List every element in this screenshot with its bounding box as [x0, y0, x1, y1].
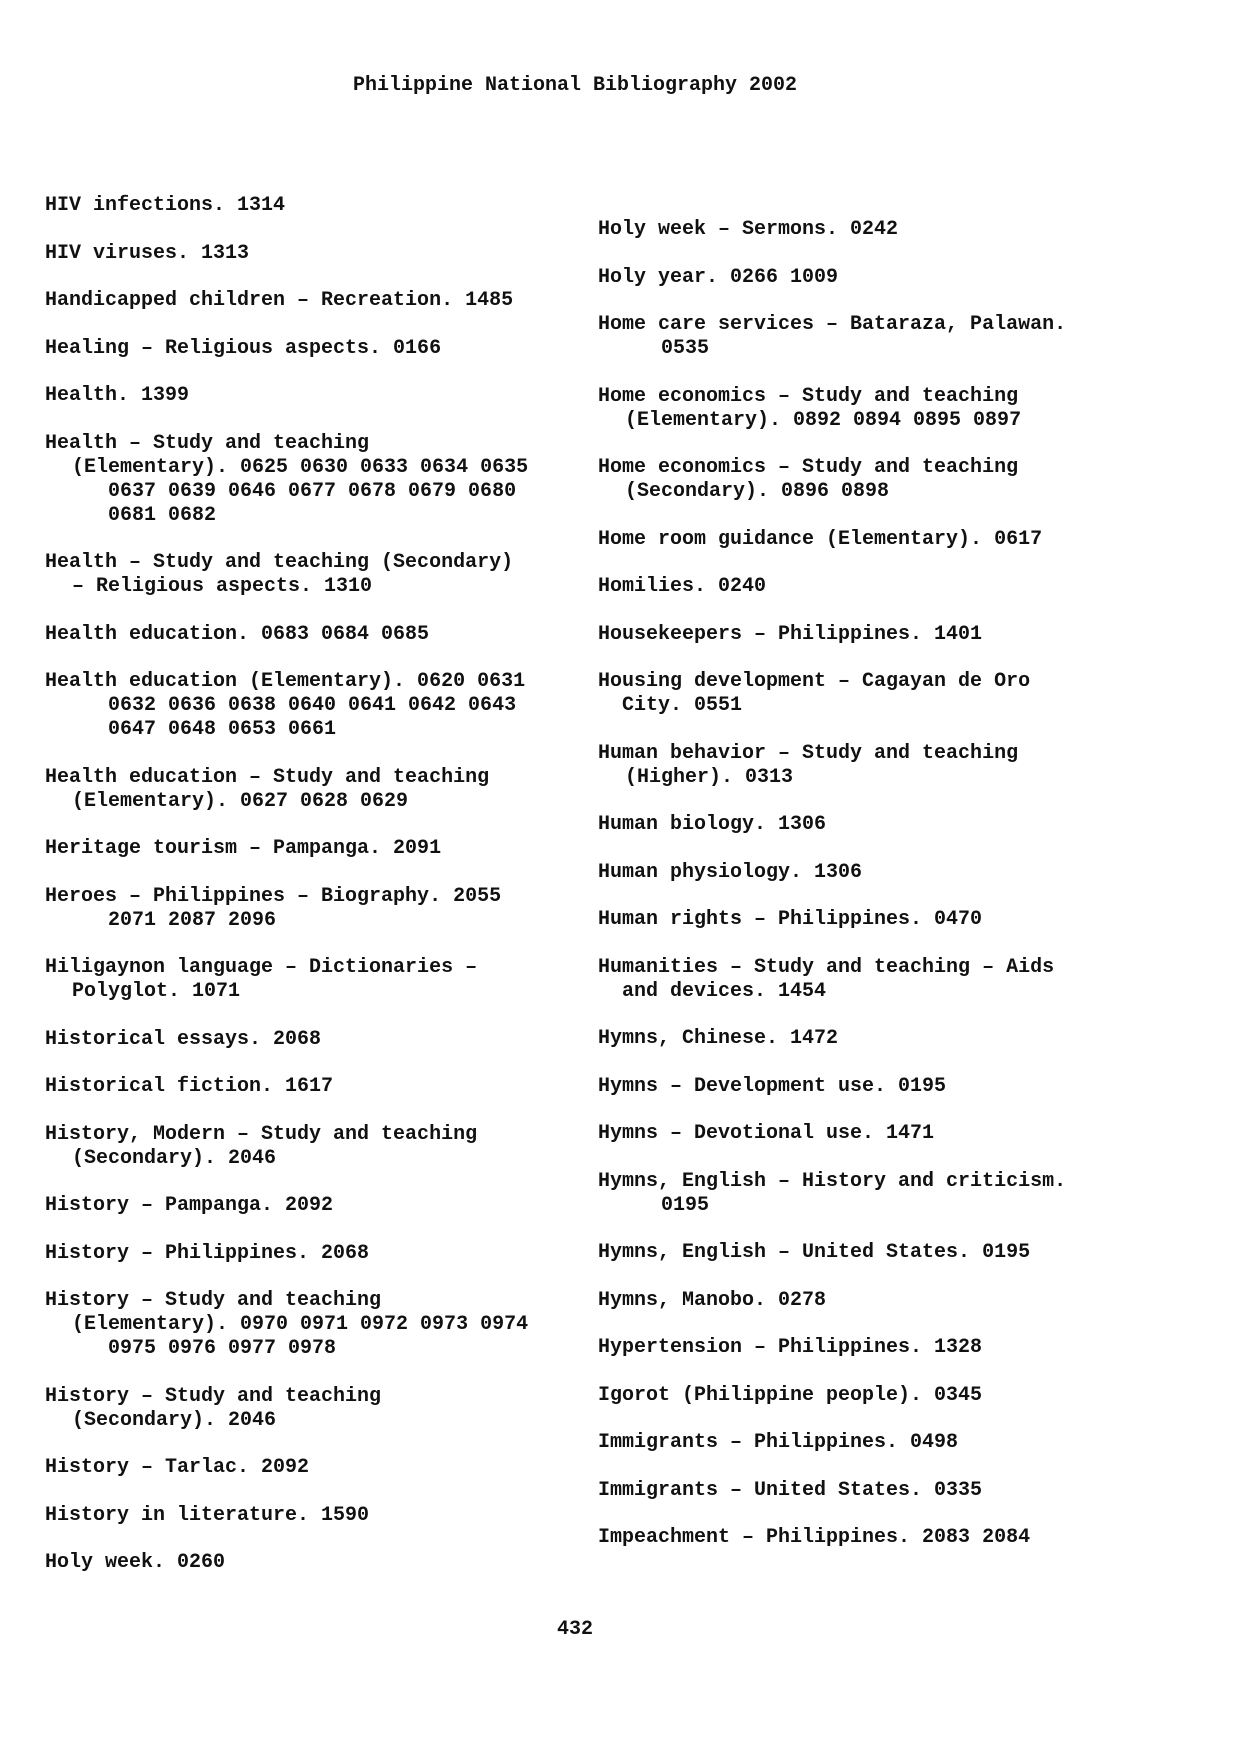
index-entry-heading: Homilies. 0240	[598, 575, 767, 598]
index-entry	[598, 1241, 1158, 1265]
index-entry-heading: Health education – Study and teaching	[45, 765, 490, 789]
index-entry	[598, 1170, 1158, 1218]
index-entry-continuation: 2071 2087 2096	[108, 908, 277, 932]
index-entry-heading: History – Study and teaching	[45, 1289, 382, 1312]
index-entry-heading: Human physiology. 1306	[598, 860, 863, 884]
index-entry-continuation: 0975 0976 0977 0978	[108, 1337, 337, 1360]
index-entry-heading: Health. 1399	[45, 384, 190, 407]
index-entry	[45, 1551, 605, 1575]
index-entry-continuation: (Elementary). 0892 0894 0895 0897	[625, 408, 1022, 432]
index-entry	[598, 313, 1158, 361]
index-entry	[45, 623, 605, 647]
index-entry	[45, 1504, 605, 1528]
index-entry-heading: Healing – Religious aspects. 0166	[45, 336, 442, 360]
index-entry-heading: History – Pampanga. 2092	[45, 1194, 334, 1217]
index-entry	[45, 1456, 605, 1480]
index-entry-continuation: (Secondary). 2046	[72, 1408, 277, 1432]
index-entry-continuation: (Secondary). 2046	[72, 1146, 277, 1170]
index-entry	[598, 1479, 1158, 1503]
index-entry	[45, 956, 605, 1004]
index-entry-heading: Historical essays. 2068	[45, 1027, 322, 1051]
index-entry-heading: Home economics – Study and teaching	[598, 384, 1019, 408]
index-entry	[598, 1431, 1158, 1455]
index-entry	[45, 432, 605, 528]
index-entry	[598, 956, 1158, 1004]
index-entry-heading: Hiligaynon language – Dictionaries –	[45, 956, 478, 979]
index-entry-heading: Impeachment – Philippines. 2083 2084	[598, 1526, 1031, 1549]
index-entry	[598, 1027, 1158, 1051]
index-entry-heading: Holy week – Sermons. 0242	[598, 218, 899, 241]
index-entry-heading: Handicapped children – Recreation. 1485	[45, 289, 514, 312]
index-entry-continuation: City. 0551	[622, 694, 743, 717]
index-entry-heading: HIV viruses. 1313	[45, 241, 250, 265]
index-entry-continuation: – Religious aspects. 1310	[72, 575, 373, 598]
index-entry-heading: Housing development – Cagayan de Oro	[598, 670, 1031, 693]
index-entry	[45, 551, 605, 599]
index-entry-heading: Health education (Elementary). 0620 0631	[45, 670, 526, 693]
index-entry	[598, 456, 1158, 504]
index-entry-heading: Home room guidance (Elementary). 0617	[598, 527, 1043, 551]
index-entry-heading: Hymns, Chinese. 1472	[598, 1027, 839, 1050]
index-entry	[45, 837, 605, 861]
index-entry-heading: Human behavior – Study and teaching	[598, 741, 1019, 765]
index-entry-heading: History, Modern – Study and teaching	[45, 1122, 478, 1146]
index-entry-continuation: 0681 0682	[108, 503, 217, 527]
index-entry-heading: Immigrants – United States. 0335	[598, 1478, 983, 1502]
index-entry-continuation: 0647 0648 0653 0661	[108, 718, 337, 741]
index-entry	[45, 1289, 605, 1361]
index-entry	[45, 1123, 605, 1171]
index-entry-heading: Hymns, Manobo. 0278	[598, 1288, 827, 1312]
index-entry	[45, 289, 605, 313]
index-entry	[45, 194, 605, 218]
index-entry	[45, 1242, 605, 1266]
index-entry	[598, 1526, 1158, 1550]
index-entry	[598, 861, 1158, 885]
index-entry-heading: Hymns, English – United States. 0195	[598, 1241, 1031, 1264]
index-entry	[598, 1289, 1158, 1313]
index-entry-heading: Humanities – Study and teaching – Aids	[598, 955, 1055, 979]
index-entry	[598, 742, 1158, 790]
page-title: Philippine National Bibliography 2002	[352, 74, 798, 97]
index-entry-heading: Human rights – Philippines. 0470	[598, 908, 983, 931]
index-entry-continuation: (Elementary). 0970 0971 0972 0973 0974	[72, 1313, 529, 1336]
index-entry-continuation: Polyglot. 1071	[72, 980, 241, 1003]
index-entry-continuation: 0637 0639 0646 0677 0678 0679 0680	[108, 479, 517, 503]
index-entry	[45, 1194, 605, 1218]
index-entry-heading: Hymns – Devotional use. 1471	[598, 1122, 935, 1145]
index-entry	[598, 813, 1158, 837]
index-entry	[45, 384, 605, 408]
index-entry-heading: Hymns – Development use. 0195	[598, 1074, 947, 1098]
index-entry-continuation: and devices. 1454	[622, 979, 827, 1003]
index-entry-heading: Holy week. 0260	[45, 1551, 226, 1574]
index-entry-heading: Heritage tourism – Pampanga. 2091	[45, 837, 442, 860]
index-column-right	[598, 218, 1158, 1574]
index-entry	[598, 266, 1158, 290]
index-entry	[45, 670, 605, 742]
index-entry-heading: History – Philippines. 2068	[45, 1241, 370, 1265]
index-entry	[598, 218, 1158, 242]
index-entry-heading: Home economics – Study and teaching	[598, 456, 1019, 479]
index-entry	[45, 242, 605, 266]
index-entry-continuation: (Higher). 0313	[625, 765, 794, 789]
index-column-left	[45, 194, 605, 1599]
index-entry-heading: History in literature. 1590	[45, 1503, 370, 1527]
index-entry-continuation: 0535	[661, 337, 710, 360]
index-entry	[45, 1028, 605, 1052]
index-entry	[598, 528, 1158, 552]
index-entry-heading: Health – Study and teaching	[45, 431, 370, 455]
index-entry	[45, 766, 605, 814]
index-entry	[45, 337, 605, 361]
index-entry	[45, 1385, 605, 1433]
index-entry	[598, 623, 1158, 647]
index-entry-heading: Igorot (Philippine people). 0345	[598, 1383, 983, 1407]
index-entry	[598, 1075, 1158, 1099]
index-entry-heading: Health education. 0683 0684 0685	[45, 622, 430, 646]
index-entry	[598, 1384, 1158, 1408]
index-entry	[598, 908, 1158, 932]
index-entry-heading: HIV infections. 1314	[45, 194, 286, 217]
page-number: 432	[556, 1618, 593, 1641]
index-entry-continuation: (Secondary). 0896 0898	[625, 480, 890, 503]
index-entry-heading: Hypertension – Philippines. 1328	[598, 1336, 983, 1359]
index-entry-continuation: (Elementary). 0627 0628 0629	[72, 789, 409, 813]
index-entry-heading: Immigrants – Philippines. 0498	[598, 1431, 959, 1454]
index-entry-heading: Historical fiction. 1617	[45, 1075, 334, 1098]
index-entry	[45, 885, 605, 933]
index-entry-heading: History – Study and teaching	[45, 1384, 382, 1408]
index-entry-heading: Holy year. 0266 1009	[598, 265, 839, 289]
index-entry-heading: Hymns, English – History and criticism.	[598, 1169, 1067, 1193]
index-entry	[598, 1336, 1158, 1360]
index-entry-continuation: 0632 0636 0638 0640 0641 0642 0643	[108, 694, 517, 717]
index-entry	[598, 385, 1158, 433]
index-entry-heading: Heroes – Philippines – Biography. 2055	[45, 884, 502, 908]
index-entry-heading: History – Tarlac. 2092	[45, 1456, 310, 1479]
index-entry	[598, 575, 1158, 599]
index-entry	[598, 670, 1158, 718]
index-entry-heading: Housekeepers – Philippines. 1401	[598, 622, 983, 646]
index-entry-continuation: (Elementary). 0625 0630 0633 0634 0635	[72, 455, 529, 479]
index-entry	[598, 1122, 1158, 1146]
index-entry-heading: Health – Study and teaching (Secondary)	[45, 551, 514, 574]
index-entry	[45, 1075, 605, 1099]
index-entry-continuation: 0195	[661, 1193, 710, 1217]
index-entry-heading: Home care services – Bataraza, Palawan.	[598, 313, 1067, 336]
index-entry-heading: Human biology. 1306	[598, 813, 827, 836]
